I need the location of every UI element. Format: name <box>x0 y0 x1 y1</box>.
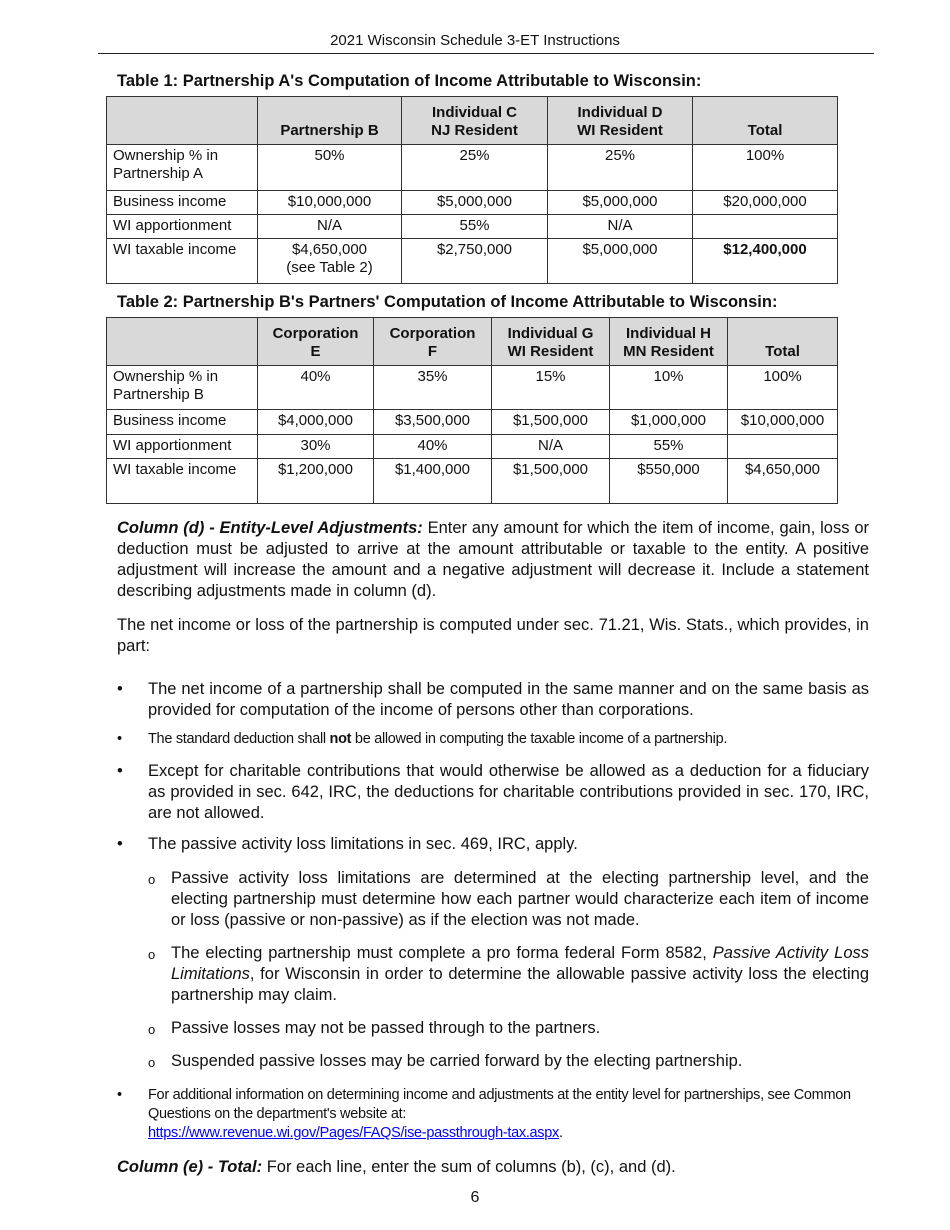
table-row <box>107 191 838 215</box>
table1-title: Table 1: Partnership A's Computation of Income Attributable to Wisconsin: <box>117 72 702 90</box>
table-cell: $1,200,000 <box>258 459 374 504</box>
column-header-line: Individual H <box>625 325 711 342</box>
table-cell: $3,500,000 <box>374 410 492 435</box>
bullet-text-part: For additional information on determining income and adjustments at the entity level for partnerships, see Common Questions on the department's website at: <box>148 1087 851 1122</box>
table-cell: $4,650,000 <box>728 459 838 504</box>
column-header <box>693 97 838 145</box>
bullet-text: The net income of a partnership shall be computed in the same manner and on the same basis as provided for computation of the income of persons other than corporations. <box>148 680 869 719</box>
column-header-line: Corporation <box>272 325 359 342</box>
table-row <box>107 435 838 459</box>
column-header-line: MN Resident <box>623 343 714 360</box>
sub-bullet-text <box>171 943 869 1006</box>
table-cell: 55% <box>610 435 728 459</box>
faq-link[interactable]: https://www.revenue.wi.gov/Pages/FAQS/ise-passthrough-tax.aspx <box>148 1125 559 1141</box>
header-row <box>107 318 838 366</box>
bullet-item <box>117 730 869 749</box>
table-cell: $4,000,000 <box>258 410 374 435</box>
row-label: Business income <box>107 410 258 435</box>
bullet-item <box>117 679 869 721</box>
column-header-line: E <box>310 343 321 360</box>
column-d-paragraph <box>117 518 869 602</box>
table-cell: $5,000,000 <box>548 239 693 284</box>
column-e-paragraph <box>117 1157 869 1178</box>
sub-bullet-item <box>148 1018 869 1039</box>
row-label: WI apportionment <box>107 435 258 459</box>
table-row <box>107 410 838 435</box>
column-d-text: Enter any amount for which the item of income, gain, loss or deduction must be adjusted to arrive at the amount attributable or taxable to the entity. A positive adjustment will increase the amount and a negative adjustment will decrease it. Include a statement describing adjustments made in column (d). <box>117 519 870 600</box>
row-label: WI apportionment <box>107 215 258 239</box>
column-header <box>107 318 258 366</box>
table-cell <box>728 435 838 459</box>
table2 <box>106 317 838 504</box>
page-number: 6 <box>470 1189 480 1206</box>
sub-bullet-icon: o <box>148 947 156 962</box>
table-row <box>107 459 838 504</box>
bullet-item <box>117 1086 869 1143</box>
table-cell: 30% <box>258 435 374 459</box>
header-row <box>107 97 838 145</box>
column-e-heading: Column (e) - Total: <box>117 1158 263 1176</box>
bullet-text-part: The standard deduction shall <box>148 731 330 747</box>
table-cell: 25% <box>548 145 693 191</box>
table-row <box>107 239 838 284</box>
table1 <box>106 96 838 284</box>
table-cell: 40% <box>258 366 374 410</box>
sub-bullet-item <box>148 868 869 931</box>
column-header-line: Individual D <box>577 104 663 121</box>
table-cell: 10% <box>610 366 728 410</box>
column-e-text: For each line, enter the sum of columns (b), (c), and (d). <box>262 1158 676 1176</box>
table-cell: $20,000,000 <box>693 191 838 215</box>
bullet-text-part: be allowed in computing the taxable income of a partnership. <box>351 731 728 747</box>
table-cell: $2,750,000 <box>402 239 548 284</box>
table-cell: $4,650,000 (see Table 2) <box>258 239 402 284</box>
table-cell <box>693 215 838 239</box>
net-income-paragraph: The net income or loss of the partnership is computed under sec. 71.21, Wis. Stats., which provides, in part: <box>117 616 869 655</box>
sub-bullet-text-part: The electing partnership must complete a pro forma federal Form 8582, <box>171 944 713 962</box>
column-header-line: Individual C <box>431 104 517 121</box>
sub-bullet-item <box>148 1051 869 1072</box>
table-cell: N/A <box>258 215 402 239</box>
table-cell: $1,000,000 <box>610 410 728 435</box>
column-header-line: Partnership B <box>280 122 379 139</box>
column-header-line: Total <box>765 343 800 360</box>
table-cell: 100% <box>728 366 838 410</box>
table-cell: $1,500,000 <box>492 459 610 504</box>
table-cell: 25% <box>402 145 548 191</box>
table2-title: Table 2: Partnership B's Partners' Computation of Income Attributable to Wisconsin: <box>117 293 778 311</box>
bullet-item <box>117 761 869 824</box>
table-cell: $5,000,000 <box>548 191 693 215</box>
column-header-line: Individual G <box>507 325 594 342</box>
bullet-icon: • <box>117 835 123 853</box>
table-cell: $12,400,000 <box>693 239 838 284</box>
column-header-line: WI Resident <box>577 122 663 139</box>
table-cell: N/A <box>492 435 610 459</box>
bullet-icon: • <box>117 680 123 698</box>
table-cell: $1,400,000 <box>374 459 492 504</box>
row-label: Ownership % in Partnership A <box>107 145 258 191</box>
table-cell: $5,000,000 <box>402 191 548 215</box>
bullet-text-part: . <box>558 1125 563 1141</box>
table-cell: 35% <box>374 366 492 410</box>
bullet-icon: • <box>117 1087 122 1103</box>
table-cell: $550,000 <box>610 459 728 504</box>
table-cell: 100% <box>693 145 838 191</box>
column-header-line: WI Resident <box>507 343 594 360</box>
table-cell: 15% <box>492 366 610 410</box>
header-rule <box>98 53 874 54</box>
table-cell: 55% <box>402 215 548 239</box>
row-label: WI taxable income <box>107 239 258 284</box>
row-label: Ownership % in Partnership B <box>107 366 258 410</box>
bullet-emphasis: not <box>329 731 352 747</box>
table-row <box>107 366 838 410</box>
column-header <box>492 318 610 366</box>
bullet-item <box>117 834 869 855</box>
column-header <box>374 318 492 366</box>
row-label: Business income <box>107 191 258 215</box>
column-header <box>402 97 548 145</box>
sub-bullet-text: Suspended passive losses may be carried forward by the electing partnership. <box>171 1052 743 1070</box>
table-cell: $1,500,000 <box>492 410 610 435</box>
column-header-line: NJ Resident <box>431 122 518 139</box>
column-header-line: Total <box>747 122 783 139</box>
table-row <box>107 145 838 191</box>
table-row <box>107 215 838 239</box>
sub-bullet-text: Passive activity loss limitations are determined at the electing partnership level, and the electing partnership must determine how each partner would characterize each item of income or loss (passive or non-passive) as if the election was not made. <box>171 869 869 929</box>
table-cell: 50% <box>258 145 402 191</box>
column-header-line: Corporation <box>389 325 476 342</box>
sub-bullet-icon: o <box>148 1055 156 1070</box>
column-header-line: F <box>427 343 438 360</box>
bullet-text: Except for charitable contributions that would otherwise be allowed as a deduction for a fiduciary as provided in sec. 642, IRC, the deductions for charitable contributions provided in sec. 170, IRC, are not allowed. <box>148 762 869 822</box>
bullet-icon: • <box>117 762 123 780</box>
column-header <box>728 318 838 366</box>
sub-bullet-item <box>148 943 869 1006</box>
column-header <box>548 97 693 145</box>
table-cell: 40% <box>374 435 492 459</box>
sub-bullet-icon: o <box>148 1022 156 1037</box>
table-cell: $10,000,000 <box>728 410 838 435</box>
sub-bullet-icon: o <box>148 872 156 887</box>
table-cell: $10,000,000 <box>258 191 402 215</box>
sub-bullet-text: Passive losses may not be passed through to the partners. <box>171 1019 601 1037</box>
table-cell: N/A <box>548 215 693 239</box>
bullet-text <box>148 730 869 749</box>
column-d-heading: Column (d) - Entity-Level Adjustments: <box>117 519 423 537</box>
column-header <box>258 318 374 366</box>
bullet-text: The passive activity loss limitations in sec. 469, IRC, apply. <box>148 835 578 853</box>
page-header: 2021 Wisconsin Schedule 3-ET Instructions <box>330 32 620 49</box>
column-header <box>258 97 402 145</box>
bullet-icon: • <box>117 731 122 747</box>
sub-bullet-text-part: , for Wisconsin in order to determine the allowable passive activity loss the electing partnership may claim. <box>171 965 869 1004</box>
bullet-text <box>148 1086 869 1143</box>
form-title: Passive Activity Loss Limitations <box>171 944 869 983</box>
row-label: WI taxable income <box>107 459 258 504</box>
column-header <box>107 97 258 145</box>
column-header <box>610 318 728 366</box>
